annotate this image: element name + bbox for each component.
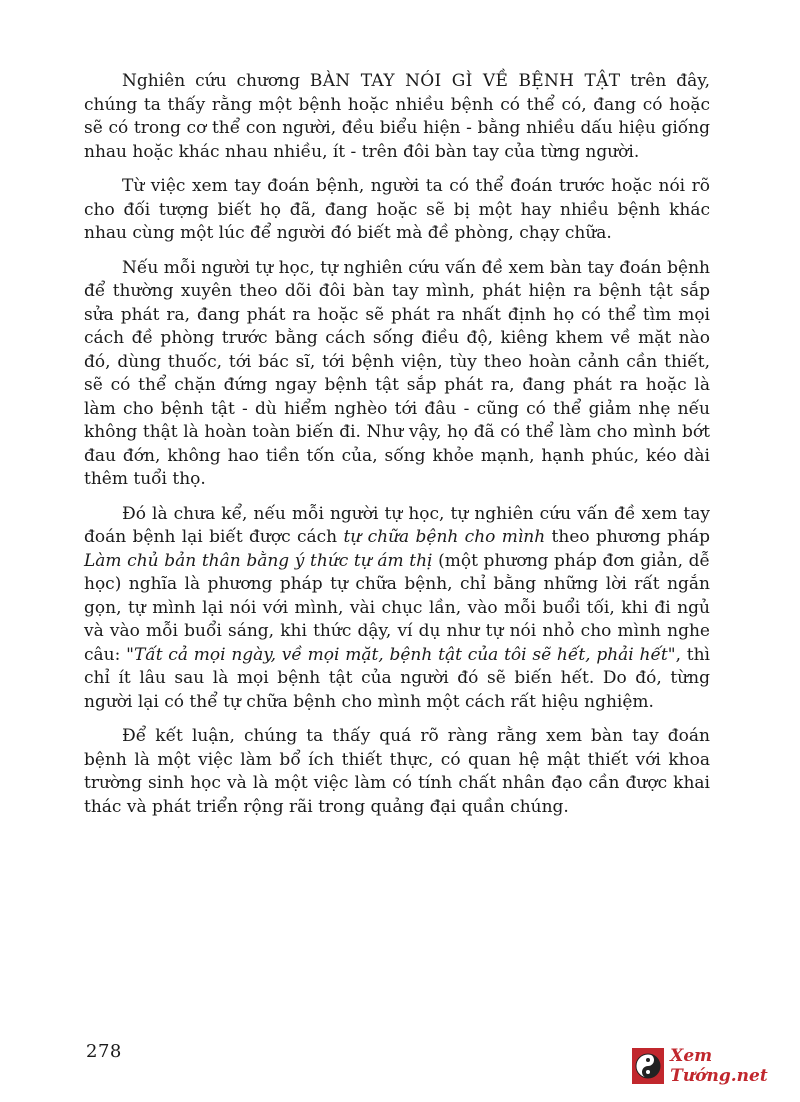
para5-seg1: Để kết luận, chúng ta thấy quá rõ ràng rằng xem bàn tay đoán bệnh là một việc làm bổ ích thiết thực, có quan hệ mật thiết với khoa trường sinh học và là một việc làm có tính chất nhân đạo cần được khai thác và phát triển rộng rãi trong quảng đại quần chúng. [84, 726, 710, 817]
para3-seg1: Nếu mỗi người tự học, tự nghiên cứu vấn đề xem bàn tay đoán bệnh để thường xuyên theo dõi đôi bàn tay mình, phát hiện ra bệnh tật sắp sửa phát ra, đang phát ra hoặc sẽ phát ra nhất định họ có thể tìm mọi cách đề phòng trước bằng cách sống điều độ, kiêng khem về mặt nào đó, dùng thuốc, tới bác sĩ, tới bệnh viện, tùy theo hoàn cảnh cần thiết, sẽ có thể chặn đứng ngay bệnh tật sắp phát ra, đang phát ra hoặc là làm cho bệnh tật - dù hiểm nghèo tới đâu - cũng có thể giảm nhẹ nếu không thật là hoàn toàn biến đi. Như vậy, họ đã có thể làm cho mình bớt đau đớn, không hao tiền tốn của, sống khỏe mạnh, hạnh phúc, kéo dài thêm tuổi thọ. [84, 257, 710, 489]
para4-seg5: (một phương pháp đơn giản, dễ học) nghĩa là phương pháp tự chữa bệnh, chỉ bằng những lời rất ngắn gọn, tự mình lại nói với mình, vài chục lần, vào mỗi buổi tối, khi đi ngủ và vào mỗi buổi sáng, khi thức dậy, ví dụ như tự nói nhỏ cho mình nghe câu: [84, 550, 711, 665]
para4-italic-2: Làm chủ bản thân bằng ý thức tự ám thị [84, 550, 433, 571]
para1-seg3: trên đây, chúng ta thấy rằng một bệnh hoặc nhiều bệnh có thể có, đang có hoặc sẽ có trong cơ thể con người, đều biểu hiện - bằng nhiều dấu hiệu giống nhau hoặc khác nhau nhiều, ít - trên đôi bàn tay của từng người. [84, 71, 710, 162]
para1-seg1: Nghiên cứu chương [122, 71, 310, 91]
paragraph-3 [84, 257, 710, 492]
chapter-reference: BÀN TAY NÓI GÌ VỀ BỆNH TẬT [309, 71, 621, 91]
para2-seg1: Từ việc xem tay đoán bệnh, người ta có thể đoán trước hoặc nói rõ cho đối tượng biết họ đã, đang hoặc sẽ bị một hay nhiều bệnh khác nhau cùng một lúc để người đó biết mà đề phòng, chạy chữa. [84, 176, 710, 243]
para4-seg7: , thì chỉ ít lâu sau là mọi bệnh tật của người đó sẽ biến hết. Do đó, từng người lại có thể tự chữa bệnh cho mình một cách rất hiệu nghiệm. [84, 644, 710, 712]
watermark [632, 1048, 800, 1084]
para4-seg1: Đó là chưa kể, nếu mỗi người tự học, tự nghiên cứu vấn đề xem tay đoán bệnh lại biết được cách [84, 503, 710, 547]
paragraph-1 [84, 70, 710, 164]
page-number: 278 [86, 1041, 122, 1062]
paragraph-4 [84, 503, 710, 715]
para4-italic-quote: "Tất cả mọi ngày, về mọi mặt, bệnh tật của tôi sẽ hết, phải hết" [126, 644, 676, 665]
paragraph-5 [84, 725, 710, 819]
watermark-logo [632, 1048, 664, 1084]
para4-seg3: theo phương pháp [545, 527, 711, 547]
yin-yang-icon [634, 1052, 662, 1080]
watermark-text: Xem Tướng.net [670, 1046, 768, 1086]
body-text [84, 70, 710, 830]
para4-italic-1: tự chữa bệnh cho mình [343, 527, 546, 547]
paragraph-2 [84, 175, 710, 246]
